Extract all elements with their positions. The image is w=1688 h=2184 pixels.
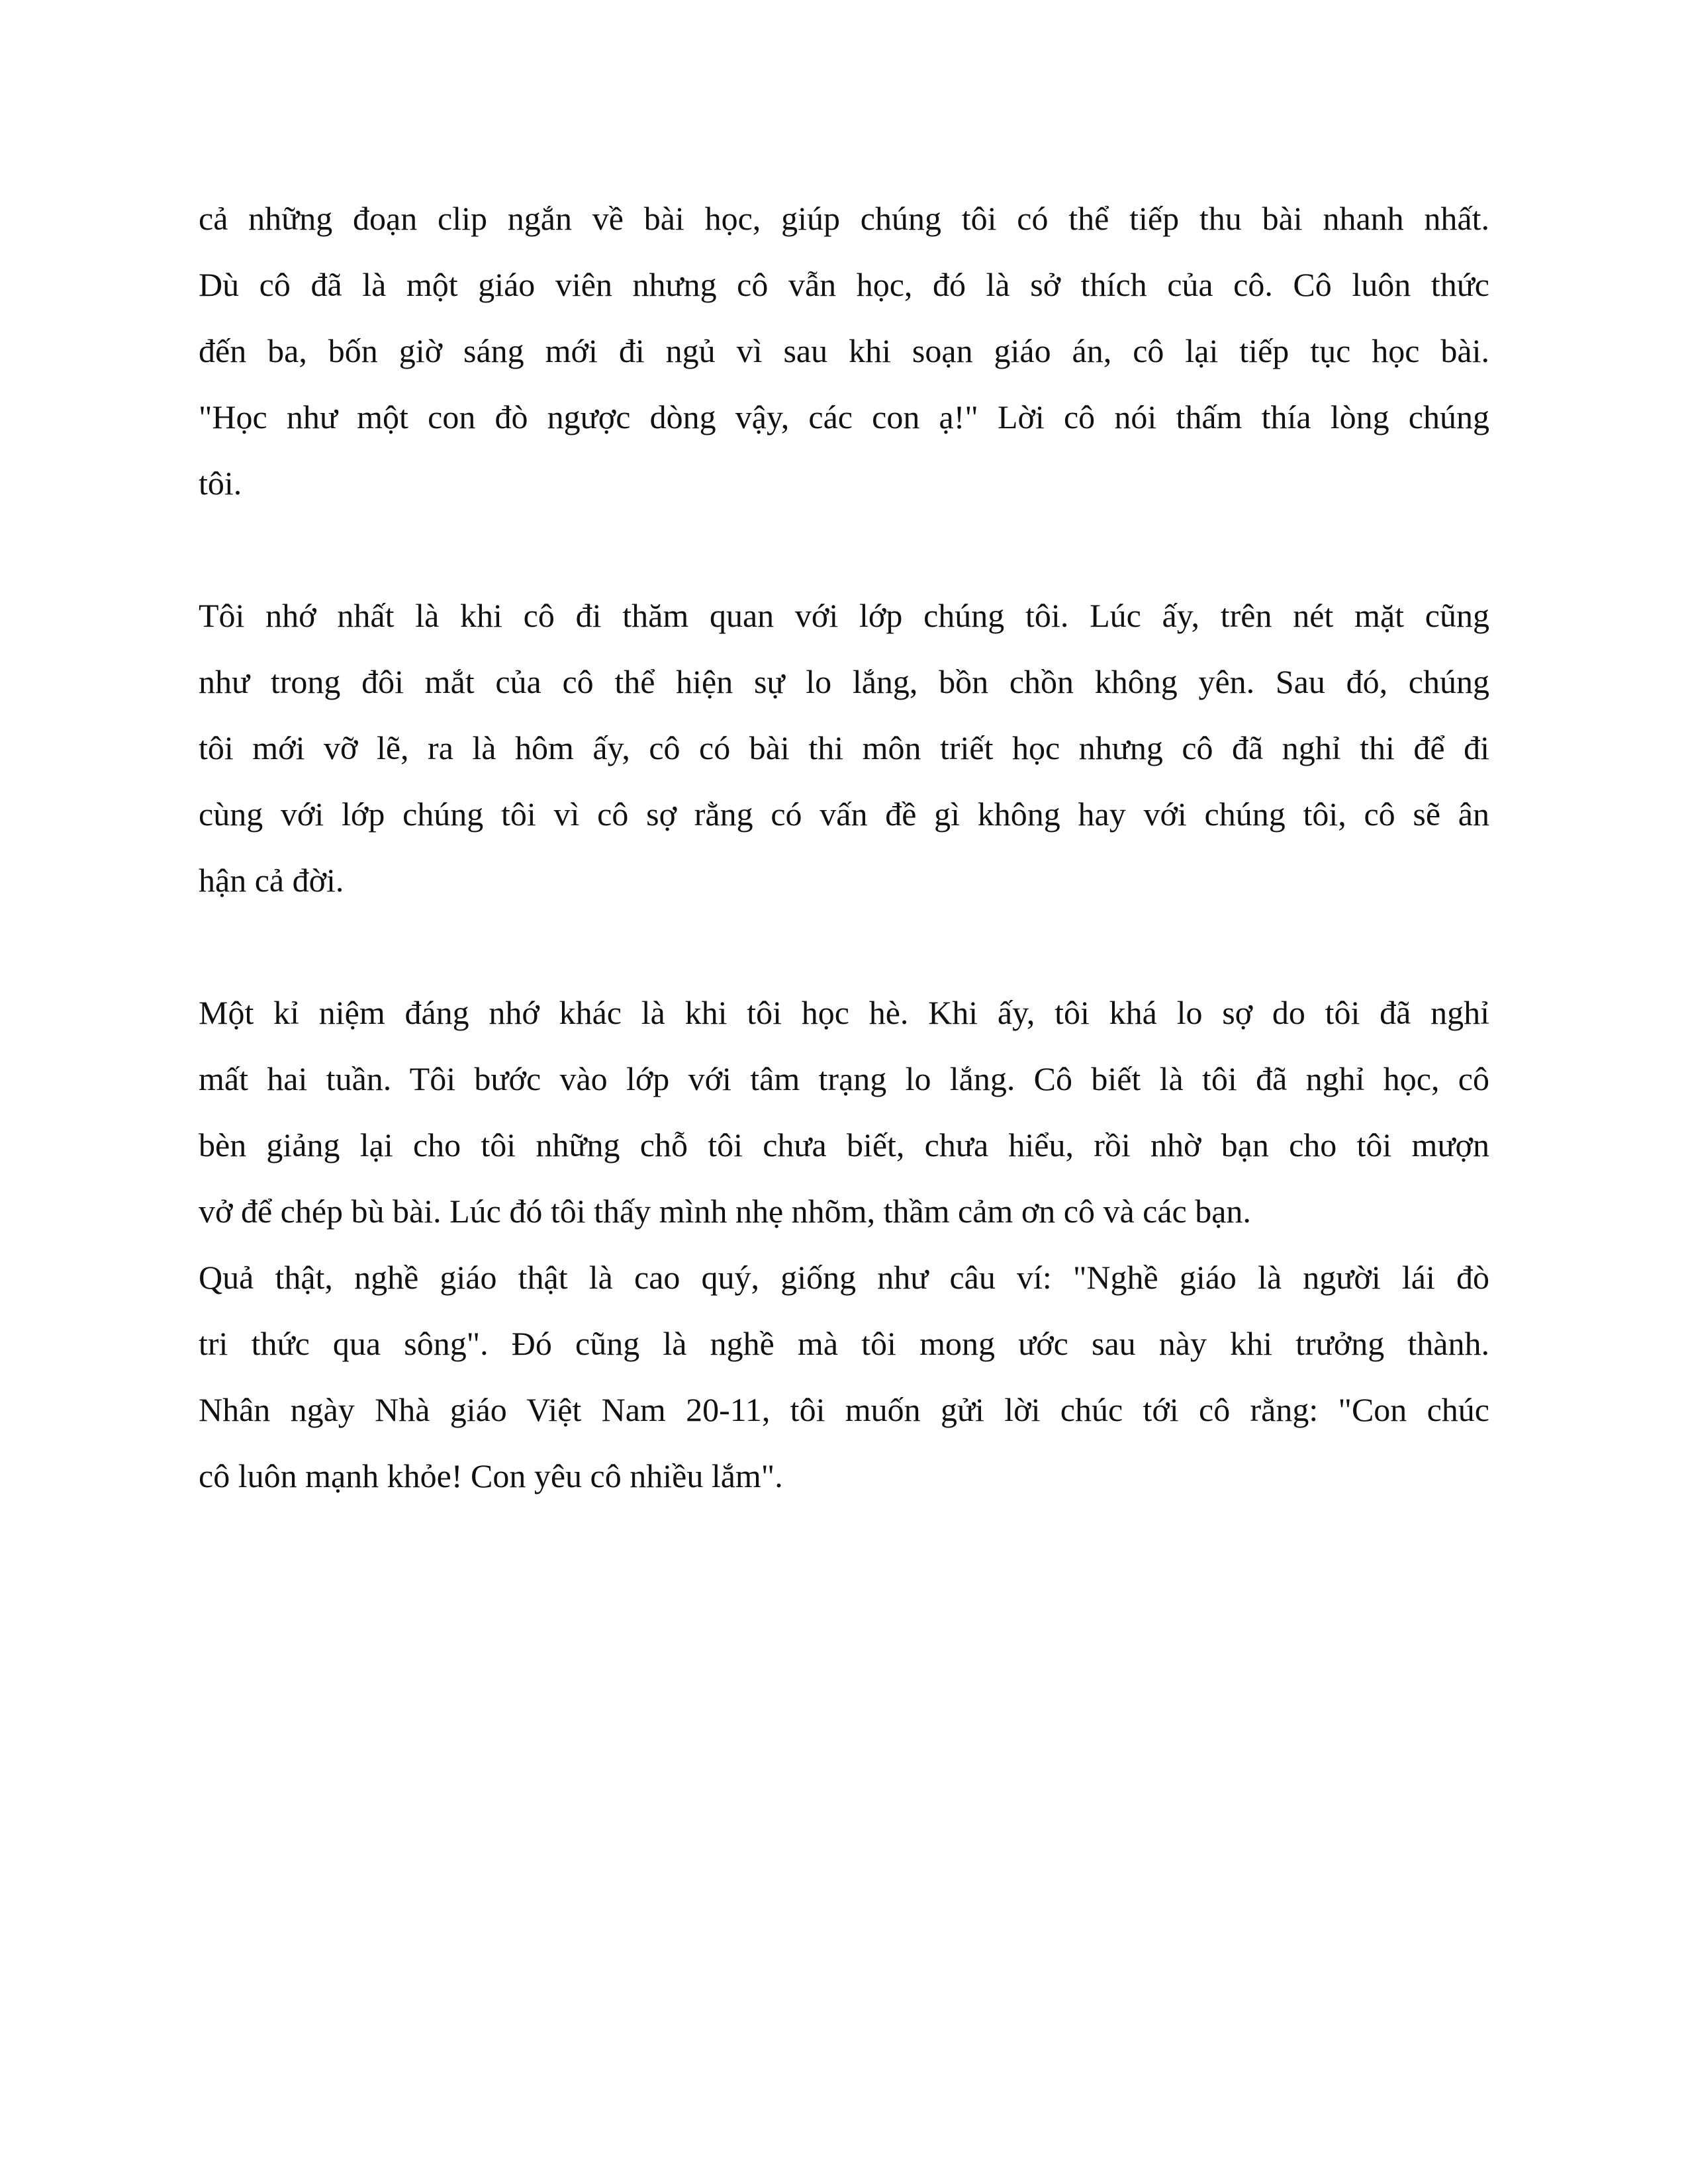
- paragraph-1: [199, 185, 1489, 516]
- paragraph-2: [199, 582, 1489, 913]
- paragraph-3: [199, 979, 1489, 1509]
- text-line: cùng với lớp chúng tôi vì cô sợ rằng có vấn đề gì không hay với chúng tôi, cô sẽ ân: [199, 796, 1489, 833]
- text-line: Dù cô đã là một giáo viên nhưng cô vẫn học, đó là sở thích của cô. Cô luôn thức: [199, 266, 1489, 303]
- text-line: "Học như một con đò ngược dòng vậy, các con ạ!" Lời cô nói thấm thía lòng chúng: [199, 398, 1489, 435]
- text-line: tri thức qua sông". Đó cũng là nghề mà tôi mong ước sau này khi trưởng thành.: [199, 1325, 1489, 1362]
- text-line: đến ba, bốn giờ sáng mới đi ngủ vì sau khi soạn giáo án, cô lại tiếp tục học bài.: [199, 332, 1489, 369]
- text-line: tôi.: [199, 465, 242, 502]
- text-line: vở để chép bù bài. Lúc đó tôi thấy mình nhẹ nhõm, thầm cảm ơn cô và các bạn.: [199, 1193, 1251, 1230]
- text-line: Một kỉ niệm đáng nhớ khác là khi tôi học hè. Khi ấy, tôi khá lo sợ do tôi đã nghỉ: [199, 994, 1489, 1031]
- text-line: mất hai tuần. Tôi bước vào lớp với tâm trạng lo lắng. Cô biết là tôi đã nghỉ học, cô: [199, 1060, 1489, 1097]
- text-line: hận cả đời.: [199, 862, 344, 899]
- text-line: Nhân ngày Nhà giáo Việt Nam 20-11, tôi muốn gửi lời chúc tới cô rằng: "Con chúc: [199, 1391, 1489, 1428]
- text-line: Quả thật, nghề giáo thật là cao quý, giống như câu ví: "Nghề giáo là người lái đò: [199, 1259, 1489, 1296]
- text-line: cô luôn mạnh khỏe! Con yêu cô nhiều lắm".: [199, 1457, 783, 1494]
- text-line: tôi mới vỡ lẽ, ra là hôm ấy, cô có bài thi môn triết học nhưng cô đã nghỉ thi để đi: [199, 729, 1489, 766]
- text-line: bèn giảng lại cho tôi những chỗ tôi chưa biết, chưa hiểu, rồi nhờ bạn cho tôi mượn: [199, 1126, 1489, 1163]
- text-line: như trong đôi mắt của cô thể hiện sự lo lắng, bồn chồn không yên. Sau đó, chúng: [199, 663, 1489, 700]
- text-line: Tôi nhớ nhất là khi cô đi thăm quan với lớp chúng tôi. Lúc ấy, trên nét mặt cũng: [199, 597, 1489, 634]
- document-body: [199, 185, 1489, 1509]
- text-line: cả những đoạn clip ngắn về bài học, giúp chúng tôi có thể tiếp thu bài nhanh nhất.: [199, 200, 1489, 237]
